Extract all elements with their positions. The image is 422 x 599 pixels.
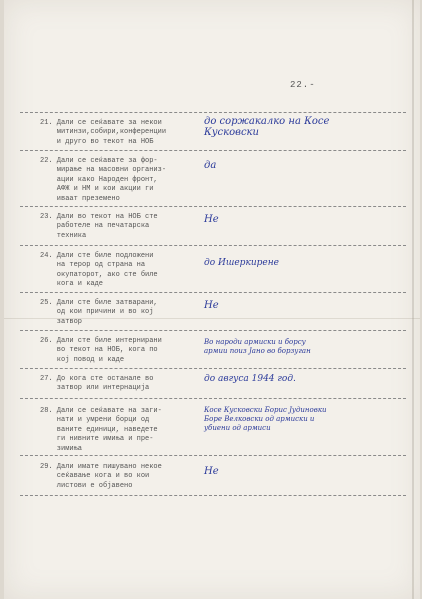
question-29: 29. Дали имате пишувано некое сеќавање кога и во кои листови е објавено	[40, 463, 162, 490]
divider	[20, 292, 406, 293]
divider	[20, 245, 406, 246]
divider	[20, 112, 406, 113]
document-page	[4, 0, 420, 599]
answer-24: до Ишеркирене	[204, 258, 279, 268]
divider	[20, 398, 406, 399]
answer-22: да	[204, 160, 217, 171]
answer-21: до соржакалко на Косе Кусковски	[204, 116, 330, 138]
question-25: 25. Дали сте биле затварани, од кои причини и во кој затвор	[40, 299, 158, 326]
question-24: 24. Дали сте биле подложени на терор од страна на окупаторот, ако сте биле кога и каде	[40, 252, 158, 289]
answer-25: Не	[204, 300, 219, 311]
page-edge	[412, 0, 414, 599]
divider	[20, 455, 406, 456]
question-26: 26. Дали сте биле интернирани во текот на НОБ, кога по кој повод и каде	[40, 337, 162, 364]
question-23: 23. Дали во текот на НОБ сте работеле на печатарска техника	[40, 213, 158, 240]
divider	[20, 206, 406, 207]
answer-26: Во народи армиски и борсу армии поиз Јано во борзуган	[204, 338, 311, 355]
question-27: 27. До кога сте останале во затвор или интернација	[40, 375, 154, 393]
answer-23: Не	[204, 214, 219, 225]
divider	[20, 150, 406, 151]
divider	[20, 495, 406, 496]
answer-28: Косе Кусковски Борис Јудиновки Боре Велковски од армиски и убиени од армиси	[204, 406, 327, 432]
answer-27: до авгуса 1944 год.	[204, 374, 296, 384]
question-21: 21. Дали се сеќавате за некои митинзи,собири,конференции и друго во текот на НОБ	[40, 119, 167, 146]
divider	[20, 368, 406, 369]
question-22: 22. Дали се сеќавате за фор- мирање на масовни организ- ации како Народен фронт, АФЖ и НМ и кои акции ги иваат преземено	[40, 157, 167, 203]
page-number: 22.-	[290, 80, 316, 90]
divider	[20, 330, 406, 331]
answer-29: Не	[204, 466, 219, 477]
question-28: 28. Дали се сеќавате на заги- нати и умрени борци од ваните единици, наведете ги нивните имиња и пре- зимиња	[40, 407, 162, 453]
